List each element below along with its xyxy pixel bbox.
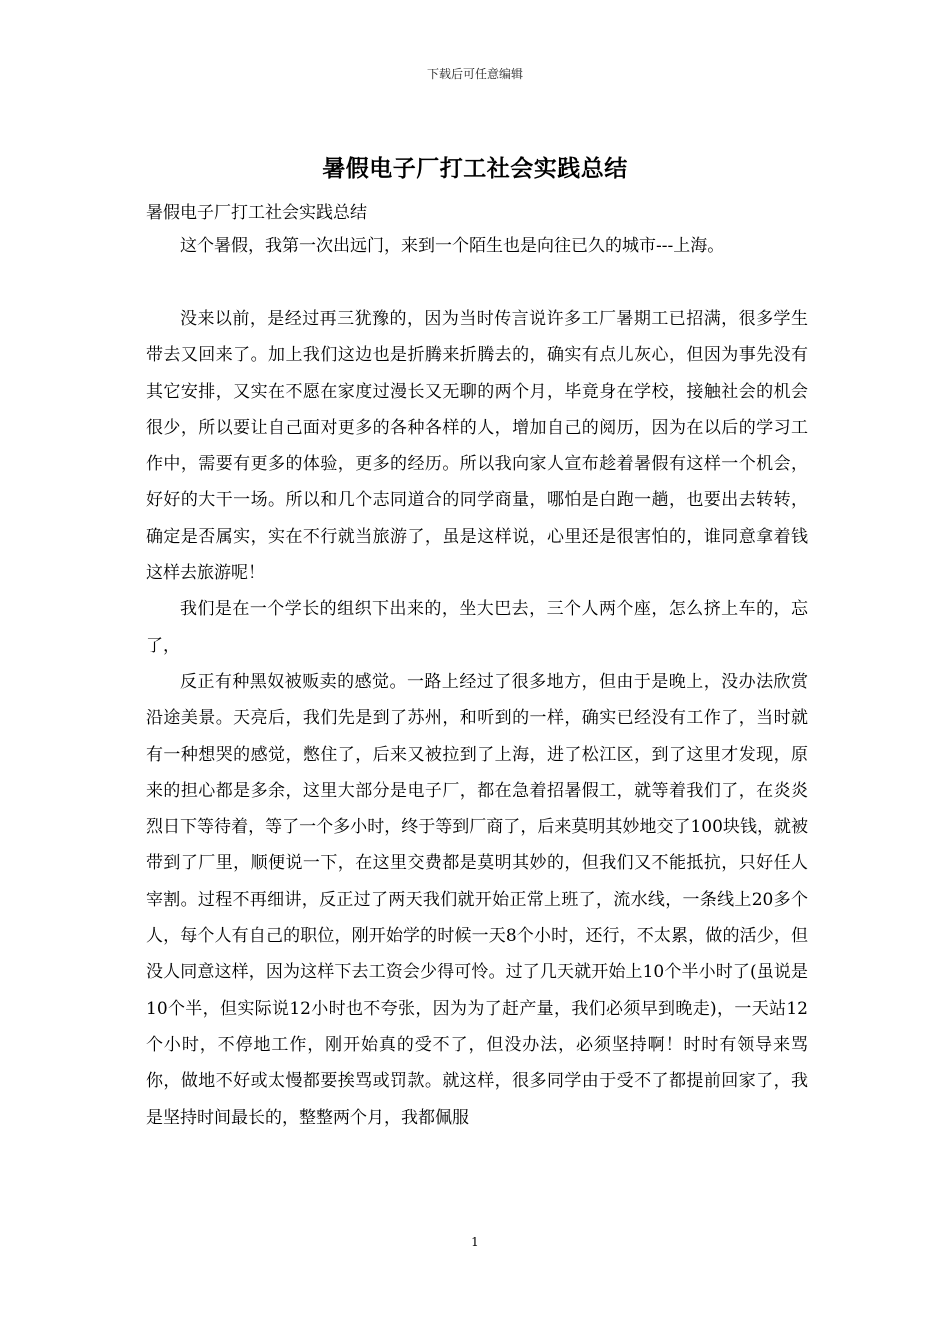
page-number: 1 [471,1235,479,1249]
paragraph-before-coming: 没来以前，是经过再三犹豫的，因为当时传言说许多工厂暑期工已招满，很多学生带去又回来了。加上我们这边也是折腾来折腾去的，确实有点儿灰心，但因为事先没有其它安排，又实在不愿在家度过漫长又无聊的两个月，毕竟身在学校，接触社会的机会很少，所以要让自己面对更多的各种各样的人，增加自己的阅历，因为在以后的学习工作中，需要有更多的体验，更多的经历。所以我向家人宣布趁着暑假有这样一个机会，好好的大干一场。所以和几个志同道合的同学商量，哪怕是白跑一趟，也要出去转转，确定是否属实，实在不行就当旅游了，虽是这样说，心里还是很害怕的，谁同意拿着钱这样去旅游呢！ [146,309,808,584]
paragraph-factory-work: 反正有种黑奴被贩卖的感觉。一路上经过了很多地方，但由于是晚上，没办法欣赏沿途美景。天亮后，我们先是到了苏州，和听到的一样，确实已经没有工作了，当时就有一种想哭的感觉，憋住了，后来又被拉到了上海，进了松江区，到了这里才发现，原来的担心都是多余，这里大部分是电子厂，都在急着招暑假工，就等着我们了，在炎炎烈日下等待着，等了一个多小时，终于等到厂商了，后来莫明其妙地交了100块钱，就被带到了厂里，顺便说一下，在这里交费都是莫明其妙的，但我们又不能抵抗，只好任人宰割。过程不再细讲，反正过了两天我们就开始正常上班了，流水线，一条线上20多个人，每个人有自己的职位，刚开始学的时候一天8个小时，还行，不太累，做的活少，但没人同意这样，因为这样下去工资会少得可怜。过了几天就开始上10个半小时了(虽说是10个半，但实际说12小时也不夸张，因为为了赶产量，我们必须早到晚走)，一天站12个小时，不停地工作，刚开始真的受不了，但没办法，必须坚持啊！时时有领导来骂你，做地不好或太慢都要挨骂或罚款。就这样，很多同学由于受不了都提前回家了，我是坚持时间最长的，整整两个月，我都佩服 [146,671,808,1128]
page-header: 下载后可任意编辑 [426,67,523,81]
paragraph-intro: 这个暑假，我第一次出远门，来到一个陌生也是向往已久的城市---上海。 [180,236,725,256]
document-title: 暑假电子厂打工社会实践总结 [322,155,628,182]
document-subtitle: 暑假电子厂打工社会实践总结 [146,203,367,223]
paragraph-bus-trip: 我们是在一个学长的组织下出来的，坐大巴去，三个人两个座，怎么挤上车的，忘了， [146,599,808,656]
blank-line [146,265,808,301]
document-body [146,199,808,1136]
